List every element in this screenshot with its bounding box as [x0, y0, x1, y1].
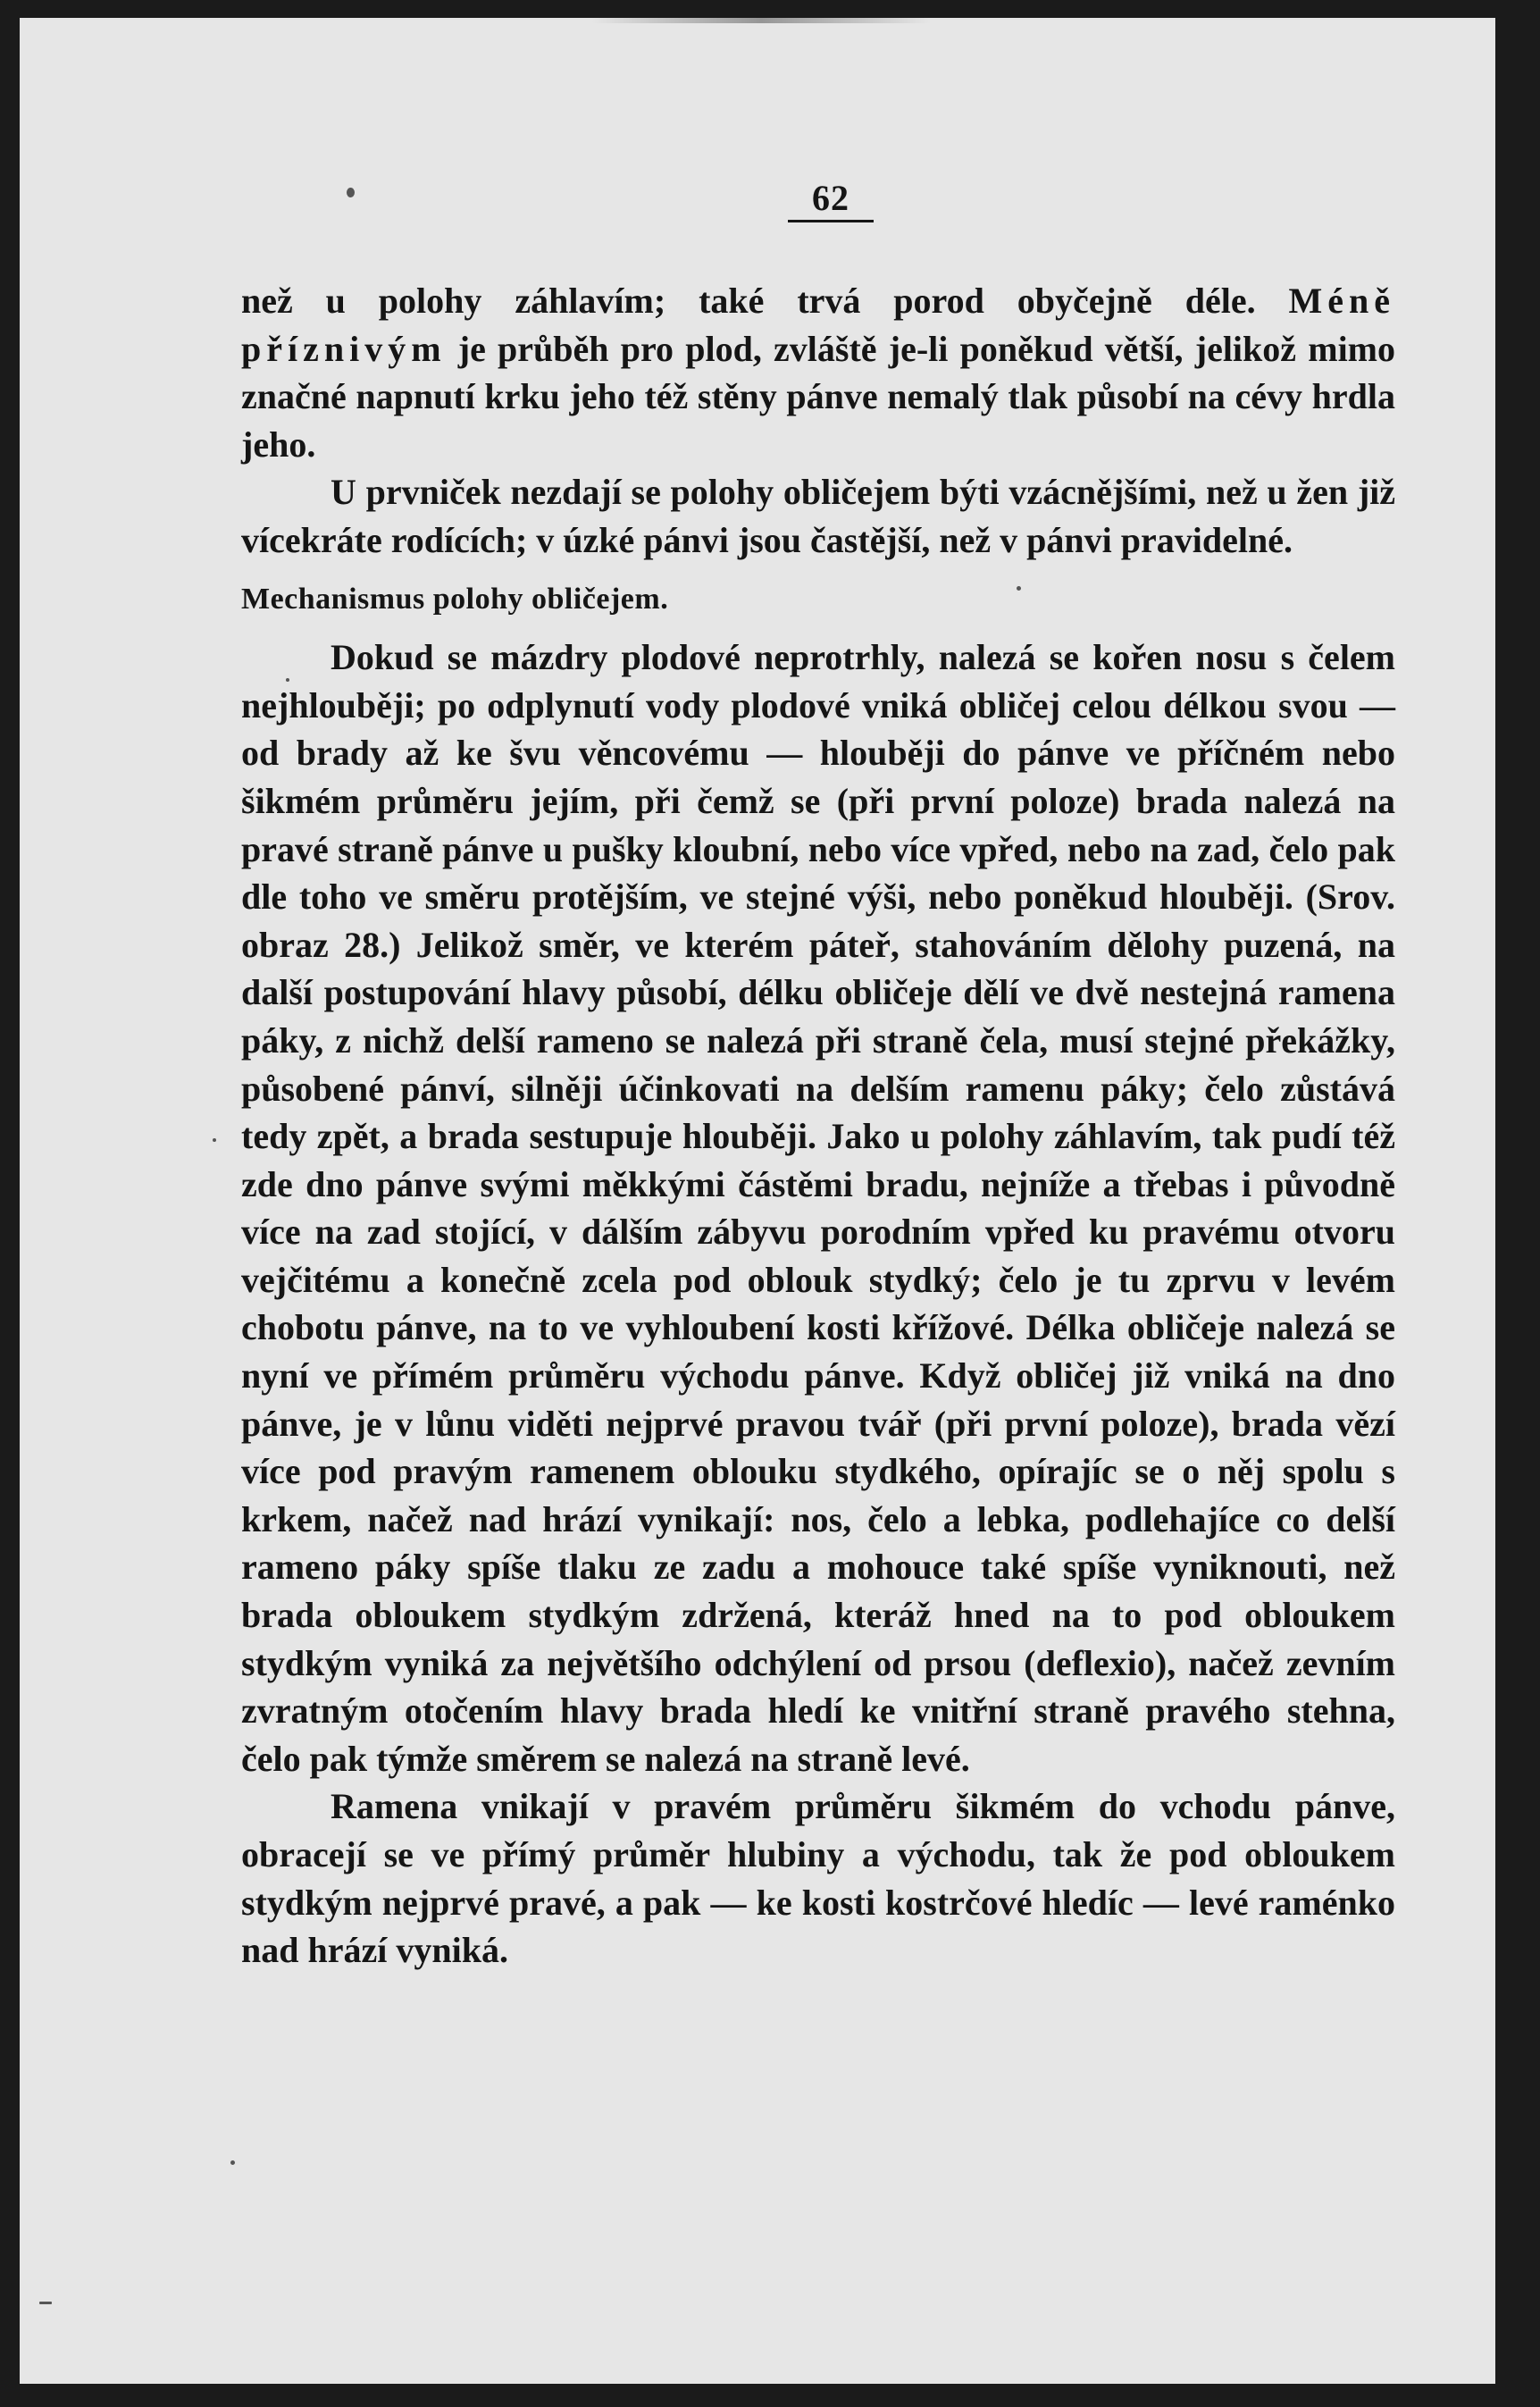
- paragraph-intro: [241, 277, 1395, 468]
- speck: [230, 2160, 235, 2165]
- intro-text-start: než u polohy záhlavím; také trvá porod obyčejně déle.: [241, 281, 1256, 321]
- page-number: 62: [788, 179, 874, 222]
- book-page: [20, 18, 1495, 2384]
- section-heading: Mechanismus polohy obličejem.: [241, 582, 669, 616]
- paragraph-mechanism: Dokud se mázdry plodové neprotrhly, nalezá se kořen nosu s čelem nejhlouběji; po odplynutí vody plodové vniká obličej celou délkou svou — od brady až ke švu věncovému — hlouběji do pánve ve příčném nebo šikmém průměru jejím, při čemž se (při první poloze) brada nalezá na pravé straně pánve u pušky kloubní, nebo více vpřed, nebo na zad, čelo pak dle toho ve směru protějším, ve stejné výši, nebo poněkud hlouběji. (Srov. obraz 28.) Jelikož směr, ve kterém páteř, stahováním dělohy puzená, na další postupování hlavy působí, délku obličeje dělí ve dvě nestejná ramena páky, z nichž delší rameno se nalezá při straně čela, musí stejné překážky, působené pánví, silněji účinkovati na delším ramenu páky; čelo zůstává tedy zpět, a brada sestupuje hlouběji. Jako u polohy záhlavím, tak pudí též zde dno pánve svými měkkými částěmi bradu, nejníže a třebas i původně více na zad stojící, v dálším zábyvu porodním vpřed ku pravému otvoru vejčitému a konečně zcela pod oblouk stydký; čelo je tu zprvu v levém chobotu pánve, na to ve vyhloubení kosti křížové. Délka obličeje nalezá se nyní ve přímém průměru východu pánve. Když obličej již vniká na dno pánve, je v lůnu viděti nejprvé pravou tvář (při první poloze), brada vězí více pod pravým ramenem oblouku stydkého, opírajíc se o něj spolu s krkem, načež nad hrází vynikají: nos, čelo a lebka, podlehajíce co delší rameno páky spíše tlaku ze zadu a mohouce také spíše vyniknouti, než brada obloukem stydkým zdržená, kteráž hned na to pod obloukem stydkým vyniká za největšího odchýlení od prsou (deflexio), načež zevním zvratným otočením hlavy brada hledí ke vnitřní straně pravého stehna, čelo pak týmže směrem se nalezá na straně levé.: [241, 637, 1395, 1779]
- paragraph-shoulders: Ramena vnikají v pravém průměru šikmém do vchodu pánve, obracejí se ve přímý průměr hlubiny a východu, tak že pod obloukem stydkým nejprvé pravé, a pak — ke kosti kostrčové hledíc — levé raménko nad hrází vyniká.: [241, 1786, 1395, 1971]
- intro-text-end: je průběh pro plod, zvláště je-li poněkud větší, jelikož mimo značné napnutí krku jeho též stěny pánve nemalý tlak působí na cévy hrdla jeho.: [241, 328, 1396, 465]
- scan-smudge: [591, 18, 931, 23]
- speck: [39, 2302, 52, 2304]
- speck: [213, 1138, 216, 1142]
- paragraph-primiparae: U prvniček nezdají se polohy obličejem býti vzácnějšími, než u žen již vícekráte rodících; v úzké pánvi jsou častější, než v pánvi pravidelné.: [241, 472, 1395, 560]
- speck: [347, 188, 355, 197]
- body-text: [241, 277, 1395, 1975]
- intro-emphasis: Méně příznivým: [241, 281, 1395, 369]
